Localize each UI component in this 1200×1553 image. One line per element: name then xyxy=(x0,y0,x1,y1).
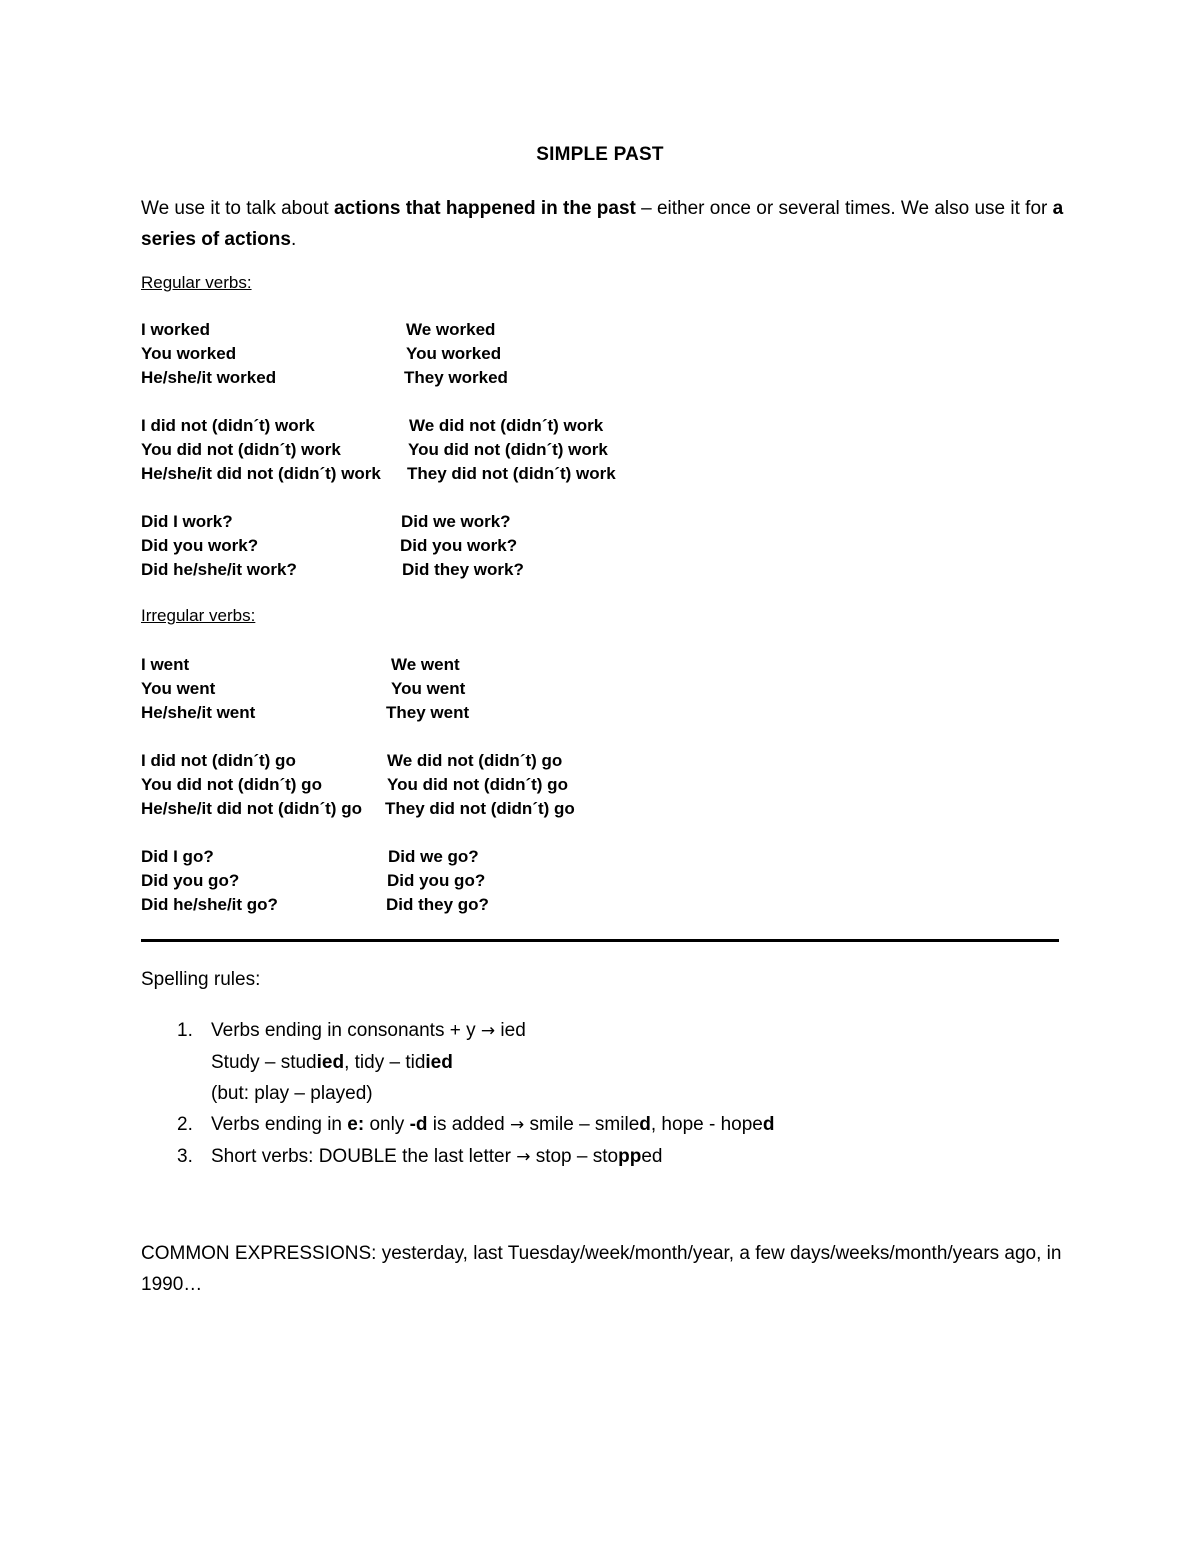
irregular-question-table xyxy=(141,845,489,917)
spelling-rules-list xyxy=(141,1015,774,1173)
singular-form: He/she/it worked xyxy=(141,368,277,387)
rule-text xyxy=(211,1141,662,1173)
intro-text: – either once or several times. We also use it for xyxy=(635,198,1053,219)
example-text: , tidy – tid xyxy=(344,1052,426,1073)
plural-form: Did we work? xyxy=(401,512,511,531)
irregular-verbs-heading: Irregular verbs: xyxy=(141,606,256,625)
plural-form: Did they go? xyxy=(386,895,489,914)
plural-form: We went xyxy=(391,655,460,674)
singular-form: I did not (didn´t) work xyxy=(141,416,315,435)
list-number: 1. xyxy=(177,1020,193,1041)
singular-form: I worked xyxy=(141,320,210,339)
rule-text xyxy=(211,1109,774,1141)
irregular-negative-table xyxy=(141,749,575,821)
plural-form: They did not (didn´t) go xyxy=(385,799,575,818)
table-row xyxy=(141,534,524,558)
intro-text: . xyxy=(290,229,297,250)
irregular-affirmative-table xyxy=(141,653,469,725)
rule-bold-part: d xyxy=(639,1114,651,1135)
rule-text xyxy=(211,1015,526,1047)
table-row xyxy=(141,701,469,725)
singular-form: You did not (didn´t) go xyxy=(141,775,322,794)
singular-form: You did not (didn´t) work xyxy=(141,440,341,459)
table-row xyxy=(141,797,575,821)
singular-form: He/she/it did not (didn´t) work xyxy=(141,464,381,483)
rule-text-part: stop – sto xyxy=(530,1146,619,1167)
table-row xyxy=(141,893,489,917)
singular-form: He/she/it went xyxy=(141,703,256,722)
plural-form: You went xyxy=(391,679,466,698)
singular-form: He/she/it did not (didn´t) go xyxy=(141,799,362,818)
table-row xyxy=(141,366,508,390)
plural-form: They did not (didn´t) work xyxy=(407,464,616,483)
plural-form: Did you go? xyxy=(387,871,486,890)
singular-form: I went xyxy=(141,655,190,674)
singular-form: Did I go? xyxy=(141,847,214,866)
rule-note: (but: play – played) xyxy=(211,1083,373,1104)
plural-form: You did not (didn´t) go xyxy=(387,775,568,794)
intro-bold-text: a series of actions xyxy=(141,198,1064,250)
common-expressions: COMMON EXPRESSIONS: yesterday, last Tuesday/week/month/year, a few days/weeks/month/years ago, in 1990… xyxy=(141,1243,1062,1295)
table-row xyxy=(141,342,508,366)
plural-form: We did not (didn´t) go xyxy=(387,751,563,770)
singular-form: You worked xyxy=(141,344,237,363)
rule-text-part: Verbs ending in consonants + y xyxy=(211,1020,481,1041)
table-row xyxy=(141,653,469,677)
singular-form: Did I work? xyxy=(141,512,233,531)
rule-text-part: ed xyxy=(641,1146,663,1167)
plural-form: You worked xyxy=(406,344,502,363)
arrow-right-icon: → xyxy=(480,1021,496,1041)
list-number: 3. xyxy=(177,1146,193,1167)
intro-bold-text: actions that happened in the past xyxy=(333,198,636,219)
rule-text-part: only xyxy=(364,1114,410,1135)
list-item xyxy=(141,1015,774,1047)
list-number: 2. xyxy=(177,1114,193,1135)
regular-verbs-heading: Regular verbs: xyxy=(141,273,252,292)
rule-bold-part: d xyxy=(762,1114,775,1135)
rule-text-part: ied xyxy=(495,1020,526,1041)
table-row xyxy=(141,845,489,869)
rule-text-part: Verbs ending in xyxy=(211,1114,348,1135)
rule-example xyxy=(141,1047,774,1078)
spelling-rules-heading: Spelling rules: xyxy=(141,969,261,990)
plural-form: They worked xyxy=(404,368,508,387)
plural-form: You did not (didn´t) work xyxy=(408,440,608,459)
table-row xyxy=(141,438,616,462)
singular-form: I did not (didn´t) go xyxy=(141,751,296,770)
plural-form: They went xyxy=(386,703,470,722)
table-row xyxy=(141,414,616,438)
intro-text: We use it to talk about xyxy=(141,198,334,219)
singular-form: Did he/she/it go? xyxy=(141,895,278,914)
singular-form: You went xyxy=(141,679,216,698)
rule-text-part: smile – smile xyxy=(524,1114,640,1135)
rule-text-part: , hope - hope xyxy=(650,1114,763,1135)
plural-form: Did we go? xyxy=(388,847,479,866)
example-bold-text: ied xyxy=(425,1052,453,1073)
rule-text-part: Short verbs: DOUBLE the last letter xyxy=(211,1146,517,1167)
plural-form: Did they work? xyxy=(402,560,524,579)
table-row xyxy=(141,318,508,342)
arrow-right-icon: → xyxy=(509,1115,525,1135)
list-item xyxy=(141,1141,774,1173)
horizontal-divider xyxy=(141,939,1059,942)
arrow-right-icon: → xyxy=(516,1147,531,1167)
regular-negative-table xyxy=(141,414,616,486)
plural-form: Did you work? xyxy=(400,536,518,555)
rule-bold-part: pp xyxy=(618,1146,642,1167)
table-row xyxy=(141,773,575,797)
table-row xyxy=(141,749,575,773)
example-bold-text: ied xyxy=(316,1052,345,1073)
singular-form: Did you work? xyxy=(141,536,259,555)
table-row xyxy=(141,869,489,893)
singular-form: Did he/she/it work? xyxy=(141,560,297,579)
table-row xyxy=(141,558,524,582)
list-item xyxy=(141,1109,774,1141)
intro-paragraph xyxy=(141,193,1071,255)
page-title: SIMPLE PAST xyxy=(536,144,664,165)
plural-form: We worked xyxy=(406,320,496,339)
singular-form: Did you go? xyxy=(141,871,240,890)
plural-form: We did not (didn´t) work xyxy=(409,416,604,435)
regular-question-table xyxy=(141,510,524,582)
rule-bold-part: -d xyxy=(409,1114,428,1135)
table-row xyxy=(141,462,616,486)
rule-text-part: is added xyxy=(427,1114,510,1135)
regular-affirmative-table xyxy=(141,318,508,390)
example-text: Study – stud xyxy=(211,1052,317,1073)
table-row xyxy=(141,677,469,701)
table-row xyxy=(141,510,524,534)
rule-bold-part: e: xyxy=(347,1114,365,1135)
